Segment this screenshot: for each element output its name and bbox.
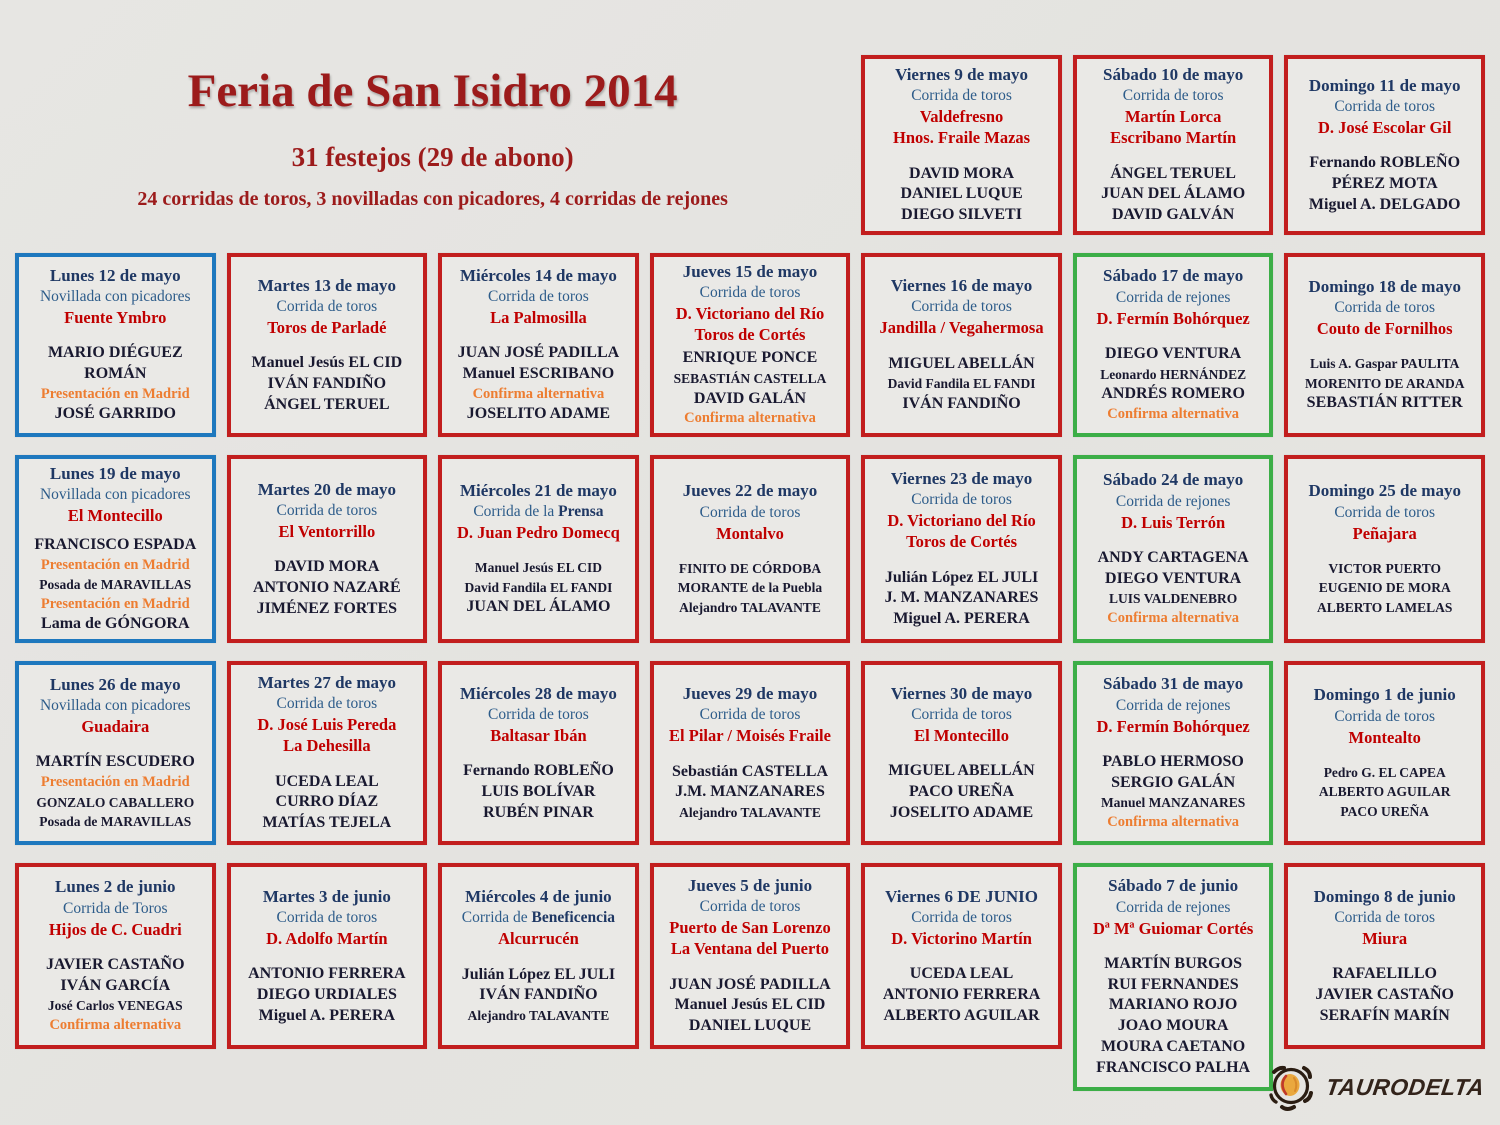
event-name-line: MARIANO ROJO: [1108, 996, 1238, 1014]
event-date-line: Sábado 17 de mayo: [1102, 266, 1244, 286]
event-card: [861, 863, 1062, 1049]
event-card: [1073, 253, 1274, 437]
event-name-line: MOURA CAETANO: [1101, 1037, 1246, 1055]
event-nameSm-line: David Fandila EL FANDI: [464, 579, 613, 595]
event-gap-line: [24, 940, 207, 955]
event-date-line: Jueves 22 de mayo: [682, 481, 818, 501]
event-venue-line: Dª Mª Guiomar Cortés: [1092, 918, 1254, 938]
event-name-line: LUIS BOLÍVAR: [481, 782, 596, 800]
event-venue-line: D. Fermín Bohórquez: [1096, 716, 1250, 736]
event-venue-line: Puerto de San Lorenzo: [669, 918, 831, 938]
event-note-line: Confirma alternativa: [1107, 813, 1239, 830]
event-venue-line: Montalvo: [716, 523, 784, 543]
event-name-line: ÁNGEL TERUEL: [264, 395, 390, 413]
event-card: [650, 863, 851, 1049]
event-name-line: ENRIQUE PONCE: [682, 349, 818, 367]
event-date-line: Miércoles 4 de junio: [465, 887, 612, 907]
event-note-line: Confirma alternativa: [684, 410, 816, 427]
event-venue-line: El Montecillo: [67, 506, 163, 526]
event-date-line: Viernes 30 de mayo: [890, 683, 1033, 703]
event-name-line: ANDRÉS ROMERO: [1101, 385, 1245, 403]
event-note-line: Presentación en Madrid: [40, 774, 190, 791]
event-name-line: UCEDA LEAL: [275, 772, 379, 790]
event-gap-line: [1293, 949, 1476, 964]
event-type-line: Corrida de toros: [911, 705, 1012, 723]
event-venue-line: Peñajara: [1352, 523, 1417, 543]
event-venue-line: Hijos de C. Cuadri: [48, 919, 182, 939]
event-name-line: ANTONIO FERRERA: [248, 964, 406, 982]
event-nameSm-line: MORANTE de la Puebla: [677, 580, 823, 596]
event-name-line: RUI FERNANDES: [1107, 975, 1239, 993]
event-card: [438, 863, 639, 1049]
event-venue-line: Montealto: [1348, 727, 1421, 747]
page-subtitle: 31 festejos (29 de abono): [291, 142, 574, 173]
event-note-line: Confirma alternativa: [472, 385, 605, 402]
event-gap-line: [24, 737, 207, 752]
event-venue-line: Valdefresno: [919, 107, 1004, 127]
event-date-line: Domingo 18 de mayo: [1308, 276, 1461, 296]
event-venue-line: Hnos. Fraile Mazas: [893, 128, 1031, 148]
event-card: [1284, 455, 1485, 643]
event-name-line: FRANCISCO ESPADA: [34, 535, 197, 553]
event-gap-line: [870, 949, 1053, 964]
event-date-line: Sábado 31 de mayo: [1102, 674, 1244, 694]
event-gap-line: [24, 328, 207, 343]
event-venue-line: El Ventorrillo: [278, 521, 376, 541]
event-type-line: Corrida de toros: [699, 898, 801, 916]
event-date-line: Sábado 24 de mayo: [1102, 470, 1244, 490]
event-card: [650, 661, 851, 845]
event-type-line: Novillada con picadores: [39, 486, 191, 504]
event-name-line: Julián López EL JULI: [461, 965, 616, 983]
event-nameSm-line: Leonardo HERNÁNDEZ: [1100, 366, 1247, 382]
event-name-line: Manuel Jesús EL CID: [674, 996, 826, 1014]
event-name-line: Fernando ROBLEÑO: [1309, 153, 1461, 171]
event-date-line: Domingo 25 de mayo: [1308, 481, 1461, 501]
event-name-line: JIMÉNEZ FORTES: [256, 599, 398, 617]
event-venue-line: La Palmosilla: [490, 308, 587, 328]
event-gap-line: [659, 747, 842, 762]
event-name-line: DAVID MORA: [909, 164, 1015, 182]
event-venue-line: D. José Escolar Gil: [1317, 117, 1452, 137]
event-venue-line: Guadaira: [81, 717, 150, 737]
event-nameSm-line: Alejandro TALAVANTE: [679, 599, 821, 615]
event-date-line: Domingo 11 de mayo: [1308, 75, 1461, 95]
event-name-line: UCEDA LEAL: [909, 964, 1014, 982]
event-date-line: Miércoles 14 de mayo: [459, 265, 617, 285]
event-name-line: JUAN DEL ÁLAMO: [1101, 185, 1246, 203]
event-gap-line: [236, 757, 419, 772]
event-name-line: MIGUEL ABELLÁN: [888, 761, 1035, 779]
event-name-line: ANTONIO NAZARÉ: [252, 578, 401, 596]
event-typeB-segment: Prensa: [558, 502, 604, 520]
event-gap-line: [447, 746, 630, 761]
event-type-line: Corrida de toros: [1334, 298, 1436, 316]
event-nameSm-line: Pedro G. EL CAPEA: [1323, 764, 1446, 780]
event-type-line: Novillada con picadores: [39, 287, 191, 305]
event-name-line: DAVID GALÁN: [693, 389, 807, 407]
event-card: [438, 253, 639, 437]
event-name-line: FRANCISCO PALHA: [1096, 1058, 1251, 1076]
event-name-line: JOAO MOURA: [1117, 1017, 1229, 1035]
event-type-line: [447, 502, 630, 522]
event-date-line: Martes 20 de mayo: [257, 479, 397, 499]
event-name-line: SEBASTIÁN RITTER: [1306, 394, 1463, 412]
event-gap-line: [1082, 149, 1265, 164]
event-name-line: DIEGO URDIALES: [256, 985, 397, 1003]
event-name-line: DAVID GALVÁN: [1112, 206, 1235, 224]
event-name-line: CURRO DÍAZ: [275, 793, 379, 811]
event-card: [861, 455, 1062, 643]
event-name-line: ÁNGEL TERUEL: [1110, 164, 1236, 182]
event-venue-line: Miura: [1362, 928, 1408, 948]
event-card: [15, 863, 216, 1049]
event-date-line: Miércoles 21 de mayo: [459, 480, 617, 500]
event-nameSm-line: José Carlos VENEGAS: [47, 998, 183, 1014]
event-name-line: IVÁN FANDIÑO: [902, 394, 1021, 412]
event-type-line: Corrida de toros: [1334, 97, 1436, 115]
event-card: [650, 455, 851, 643]
event-card: [227, 661, 428, 845]
event-venue-line: El Pilar / Moisés Fraile: [669, 726, 831, 746]
event-venue-line: D. Victoriano del Río: [887, 511, 1036, 531]
event-name-line: MIGUEL ABELLÁN: [888, 354, 1035, 372]
event-gap-line: [659, 544, 842, 559]
event-nameSm-line: GONZALO CABALLERO: [36, 794, 195, 810]
event-name-line: JUAN JOSÉ PADILLA: [457, 344, 620, 362]
event-venue-line: Toros de Cortés: [906, 532, 1018, 552]
event-venue-line: D. José Luis Pereda: [257, 715, 397, 735]
event-type-line: Corrida de toros: [699, 706, 801, 724]
event-date-line: Jueves 29 de mayo: [682, 684, 818, 704]
event-venue-line: La Ventana del Puerto: [670, 939, 830, 959]
event-name-line: MARTÍN BURGOS: [1104, 954, 1242, 972]
event-card: [1284, 55, 1485, 235]
event-card: [1284, 253, 1485, 437]
event-card: [15, 455, 216, 643]
event-nameSm-line: Posada de MARAVILLAS: [39, 814, 192, 830]
event-card: [1284, 661, 1485, 845]
event-gap-line: [1082, 533, 1265, 548]
event-name-line: JUAN DEL ÁLAMO: [466, 598, 611, 616]
event-venue-line: Escribano Martín: [1110, 128, 1237, 148]
event-date-line: Lunes 12 de mayo: [49, 265, 181, 285]
event-date-line: Lunes 19 de mayo: [49, 464, 181, 483]
event-venue-line: D. Juan Pedro Domecq: [456, 523, 620, 543]
event-date-line: Martes 3 de junio: [262, 886, 391, 906]
event-type-line: Corrida de rejones: [1115, 696, 1231, 714]
event-name-line: IVÁN FANDIÑO: [267, 374, 387, 392]
event-name-line: JAVIER CASTAÑO: [46, 955, 185, 973]
event-type-line: Corrida de toros: [911, 298, 1012, 316]
event-nameSm-line: Manuel MANZANARES: [1100, 795, 1246, 811]
event-type-segment: Corrida de: [461, 909, 532, 927]
event-name-line: RUBÉN PINAR: [483, 803, 594, 821]
event-type-line: Corrida de toros: [911, 908, 1012, 926]
taurodelta-logo-text: TAURODELTA: [1323, 1073, 1486, 1100]
event-date-line: Jueves 15 de mayo: [682, 262, 818, 281]
event-card: [1073, 455, 1274, 643]
event-venue-line: Baltasar Ibán: [490, 725, 587, 745]
event-venue-line: D. Victoriano del Río: [675, 304, 825, 324]
event-nameSm-line: Posada de MARAVILLAS: [39, 577, 192, 593]
event-card: [650, 253, 851, 437]
event-name-line: DANIEL LUQUE: [900, 185, 1023, 203]
event-type-segment: Corrida de la: [473, 502, 559, 520]
event-date-line: Sábado 7 de junio: [1108, 876, 1239, 896]
event-gap-line: [447, 543, 630, 558]
event-name-line: IVÁN GARCÍA: [60, 976, 171, 994]
event-type-line: Corrida de toros: [276, 695, 378, 713]
event-venue-line: D. Luis Terrón: [1121, 512, 1226, 532]
event-type-line: Corrida de toros: [276, 297, 378, 315]
event-nameSm-line: ALBERTO LAMELAS: [1316, 599, 1453, 615]
event-name-line: Miguel A. DELGADO: [1308, 195, 1461, 213]
event-venue-line: Jandilla / Vegahermosa: [879, 318, 1044, 338]
event-name-line: ALBERTO AGUILAR: [883, 1006, 1040, 1024]
event-name-line: PABLO HERMOSO: [1102, 752, 1244, 770]
event-note-line: Presentación en Madrid: [40, 556, 190, 573]
event-card: [438, 661, 639, 845]
event-name-line: MARIO DIÉGUEZ: [47, 344, 183, 362]
event-date-line: Jueves 5 de junio: [687, 876, 813, 896]
event-venue-line: Alcurrucén: [498, 929, 579, 949]
event-gap-line: [1082, 737, 1265, 752]
event-name-line: JOSELITO ADAME: [466, 405, 611, 423]
event-type-line: Corrida de toros: [276, 908, 378, 926]
event-name-line: DIEGO VENTURA: [1105, 344, 1242, 362]
event-name-line: DIEGO SILVETI: [901, 206, 1022, 224]
event-date-line: Miércoles 28 de mayo: [459, 683, 617, 703]
event-name-line: MATÍAS TEJELA: [262, 814, 392, 832]
event-type-line: Corrida de toros: [699, 284, 801, 302]
event-name-line: RAFAELILLO: [1332, 964, 1437, 982]
event-card: [861, 253, 1062, 437]
event-type-line: Corrida de toros: [488, 705, 589, 723]
event-date-line: Viernes 16 de mayo: [890, 276, 1033, 296]
event-note-line: Confirma alternativa: [49, 1016, 182, 1033]
event-note-line: Confirma alternativa: [1107, 609, 1239, 626]
event-type-line: Corrida de toros: [1122, 87, 1224, 105]
event-card: [15, 253, 216, 437]
event-gap-line: [236, 338, 419, 353]
event-name-line: PÉREZ MOTA: [1331, 174, 1438, 192]
event-nameSm-line: SEBASTIÁN CASTELLA: [673, 371, 827, 387]
event-nameSm-line: David Fandila EL FANDI: [887, 376, 1036, 392]
event-type-line: Corrida de toros: [911, 491, 1012, 509]
event-name-line: DIEGO VENTURA: [1105, 569, 1242, 587]
event-venue-line: D. Fermín Bohórquez: [1096, 308, 1250, 328]
event-nameSm-line: FINITO DE CÓRDOBA: [678, 560, 822, 576]
event-name-line: J. M. MANZANARES: [884, 589, 1039, 607]
event-nameSm-line: Manuel Jesús EL CID: [474, 560, 602, 576]
event-gap-line: [447, 950, 630, 965]
page-title: Feria de San Isidro 2014: [187, 65, 678, 117]
event-name-line: ROMÁN: [84, 364, 147, 382]
event-venue-line: La Dehesilla: [283, 736, 371, 756]
event-gap-line: [870, 149, 1053, 164]
event-name-line: ANDY CARTAGENA: [1097, 548, 1249, 566]
event-venue-line: Toros de Parladé: [267, 317, 387, 337]
event-name-line: MARTÍN ESCUDERO: [35, 753, 195, 771]
event-typeB-segment: Beneficencia: [531, 909, 616, 927]
event-name-line: IVÁN FANDIÑO: [479, 986, 598, 1004]
event-venue-line: Martín Lorca: [1124, 107, 1222, 127]
events-grid: [15, 55, 1485, 1076]
event-name-line: SERGIO GALÁN: [1111, 773, 1236, 791]
event-gap-line: [1293, 339, 1476, 354]
event-name-line: Miguel A. PERERA: [258, 1006, 396, 1024]
event-nameSm-line: ALBERTO AGUILAR: [1318, 784, 1451, 800]
event-card: [1073, 55, 1274, 235]
event-card: [1073, 863, 1274, 1091]
event-date-line: Sábado 10 de mayo: [1102, 65, 1244, 85]
event-nameSm-line: Luis A. Gaspar PAULITA: [1310, 356, 1460, 372]
event-gap-line: [236, 542, 419, 557]
event-name-line: Lama de GÓNGORA: [41, 615, 190, 633]
page-summary: 24 corridas de toros, 3 novilladas con picadores, 4 corridas de rejones: [137, 188, 728, 211]
event-date-line: Viernes 9 de mayo: [895, 65, 1029, 85]
event-card: [861, 55, 1062, 235]
event-card: [227, 253, 428, 437]
event-type-line: Corrida de toros: [1334, 908, 1436, 926]
event-venue-line: D. Victorino Martín: [891, 928, 1032, 948]
event-venue-line: Fuente Ymbro: [64, 308, 167, 328]
event-type-line: Corrida de toros: [1334, 707, 1436, 725]
event-date-line: Domingo 8 de junio: [1313, 886, 1456, 906]
header: [15, 55, 850, 235]
event-date-line: Lunes 26 de mayo: [49, 675, 181, 695]
event-gap-line: [24, 526, 207, 534]
event-date-line: Viernes 6 DE JUNIO: [885, 886, 1038, 906]
event-card: [1073, 661, 1274, 845]
event-venue-line: El Montecillo: [914, 725, 1009, 745]
event-note-line: Presentación en Madrid: [40, 595, 190, 612]
event-gap-line: [1293, 138, 1476, 153]
event-card: [438, 455, 639, 643]
event-nameSm-line: Alejandro TALAVANTE: [679, 805, 821, 821]
event-nameSm-line: VICTOR PUERTO: [1328, 560, 1442, 576]
event-type-line: [447, 908, 630, 928]
event-name-line: Manuel ESCRIBANO: [462, 364, 615, 382]
event-gap-line: [1293, 748, 1476, 763]
event-nameSm-line: EUGENIO DE MORA: [1318, 580, 1451, 596]
event-date-line: Lunes 2 de junio: [55, 877, 176, 897]
event-card: [227, 863, 428, 1049]
event-name-line: ANTONIO FERRERA: [882, 985, 1041, 1003]
event-type-line: Corrida de rejones: [1115, 288, 1231, 306]
event-gap-line: [447, 328, 630, 343]
event-card: [227, 455, 428, 643]
event-type-line: Corrida de toros: [276, 501, 378, 519]
event-name-line: Sebastián CASTELLA: [671, 762, 829, 780]
event-card: [1284, 863, 1485, 1049]
event-type-line: Corrida de toros: [699, 503, 801, 521]
event-name-line: J.M. MANZANARES: [675, 783, 825, 801]
event-name-line: Julián López EL JULI: [884, 568, 1039, 586]
event-nameSm-line: PACO UREÑA: [1340, 803, 1430, 819]
event-nameSm-line: MORENITO DE ARANDA: [1304, 375, 1465, 391]
event-name-line: PACO UREÑA: [909, 782, 1015, 800]
event-name-line: Fernando ROBLEÑO: [463, 761, 614, 779]
event-type-line: Corrida de toros: [488, 287, 589, 305]
event-gap-line: [236, 949, 419, 964]
event-note-line: Presentación en Madrid: [40, 385, 190, 402]
event-name-line: JOSÉ GARRIDO: [54, 405, 176, 423]
event-name-line: SERAFÍN MARÍN: [1319, 1006, 1450, 1024]
event-date-line: Domingo 1 de junio: [1313, 685, 1456, 705]
event-gap-line: [1293, 544, 1476, 559]
event-type-line: Corrida de Toros: [63, 899, 168, 917]
event-name-line: Miguel A. PERERA: [893, 610, 1030, 628]
event-type-line: Corrida de toros: [1334, 503, 1436, 521]
event-gap-line: [870, 553, 1053, 568]
event-gap-line: [1082, 939, 1265, 954]
event-nameSm-line: Alejandro TALAVANTE: [467, 1008, 610, 1024]
event-date-line: Martes 27 de mayo: [257, 673, 397, 693]
event-card: [861, 661, 1062, 845]
event-name-line: JAVIER CASTAÑO: [1315, 985, 1454, 1003]
event-gap-line: [659, 960, 842, 975]
event-venue-line: Toros de Cortés: [694, 325, 806, 345]
event-nameSm-line: LUIS VALDENEBRO: [1109, 591, 1238, 607]
event-type-line: Corrida de toros: [911, 87, 1012, 105]
event-date-line: Martes 13 de mayo: [257, 275, 397, 295]
event-gap-line: [870, 339, 1053, 354]
event-name-line: DANIEL LUQUE: [688, 1017, 812, 1035]
taurodelta-bull-sketch-icon: [1264, 1059, 1318, 1115]
event-gap-line: [870, 746, 1053, 761]
event-name-line: JOSELITO ADAME: [889, 803, 1034, 821]
event-name-line: Manuel Jesús EL CID: [251, 353, 403, 371]
event-name-line: DAVID MORA: [274, 557, 380, 575]
event-card: [15, 661, 216, 845]
event-note-line: Confirma alternativa: [1107, 405, 1239, 422]
event-type-line: Corrida de rejones: [1115, 492, 1231, 510]
event-name-line: JUAN JOSÉ PADILLA: [669, 975, 831, 993]
event-date-line: Viernes 23 de mayo: [890, 469, 1033, 489]
event-gap-line: [1082, 329, 1265, 344]
taurodelta-logo: [1264, 1059, 1484, 1115]
event-venue-line: D. Adolfo Martín: [266, 928, 388, 948]
event-venue-line: Couto de Fornilhos: [1316, 319, 1453, 339]
event-type-line: Corrida de rejones: [1115, 898, 1231, 916]
event-type-line: Novillada con picadores: [39, 697, 191, 715]
